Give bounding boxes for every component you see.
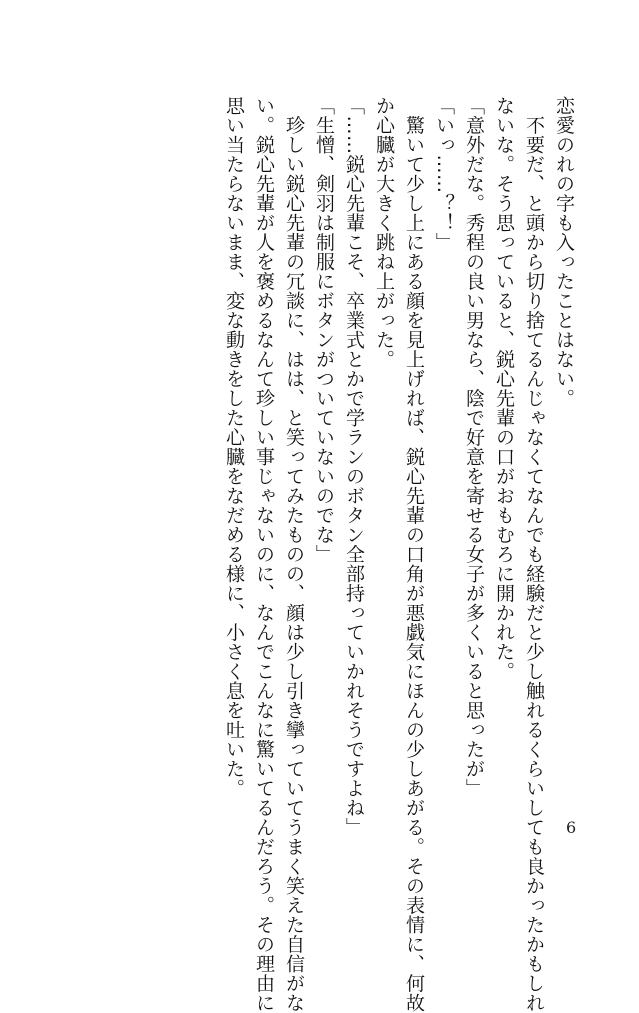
text-line: 驚いて少し上にある顔を見上げれば、鋭心先輩の口角が悪戯気にほんの少しあがる。その表情に、何故	[403, 96, 425, 1013]
text-line: 珍しい鋭心先輩の冗談に、はは、と笑ってみたものの、顔は少し引き攣っていてうまく笑えた自信がな	[283, 96, 305, 1013]
text-line: 思い当たらないまま、変な動きをした心臓をなだめる様に、小さく息を吐いた。	[223, 96, 245, 798]
vertical-text-body	[159, 96, 579, 1013]
text-line: 不要だ、と頭から切り捨てるんじゃなくてなんでも経験だと少し触れるくらいしても良かったかもしれ	[523, 96, 545, 1013]
text-line: ないな。そう思っていると、鋭心先輩の口がおもむろに開かれた。	[493, 96, 515, 681]
text-line: 「いっ……？！」	[433, 96, 455, 252]
text-line: 「生憎、剣羽は制服にボタンがついていないのでな」	[313, 96, 335, 564]
text-line: 「……鋭心先輩こそ、卒業式とかで学ランのボタン全部持っていかれそうですよね」	[343, 96, 365, 837]
text-line: 恋愛のれの字も入ったことはない。	[553, 96, 575, 408]
page-number: 6	[566, 818, 577, 837]
text-line: 「意外だな。秀程の良い男なら、陰で好意を寄せる女子が多くいると思ったが」	[463, 96, 485, 798]
text-line: い。鋭心先輩が人を褒めるなんて珍しい事じゃないのに、なんでこんなに驚いてるんだろう。その理由に	[253, 96, 275, 1013]
text-line: か心臓が大きく跳ね上がった。	[373, 96, 395, 369]
